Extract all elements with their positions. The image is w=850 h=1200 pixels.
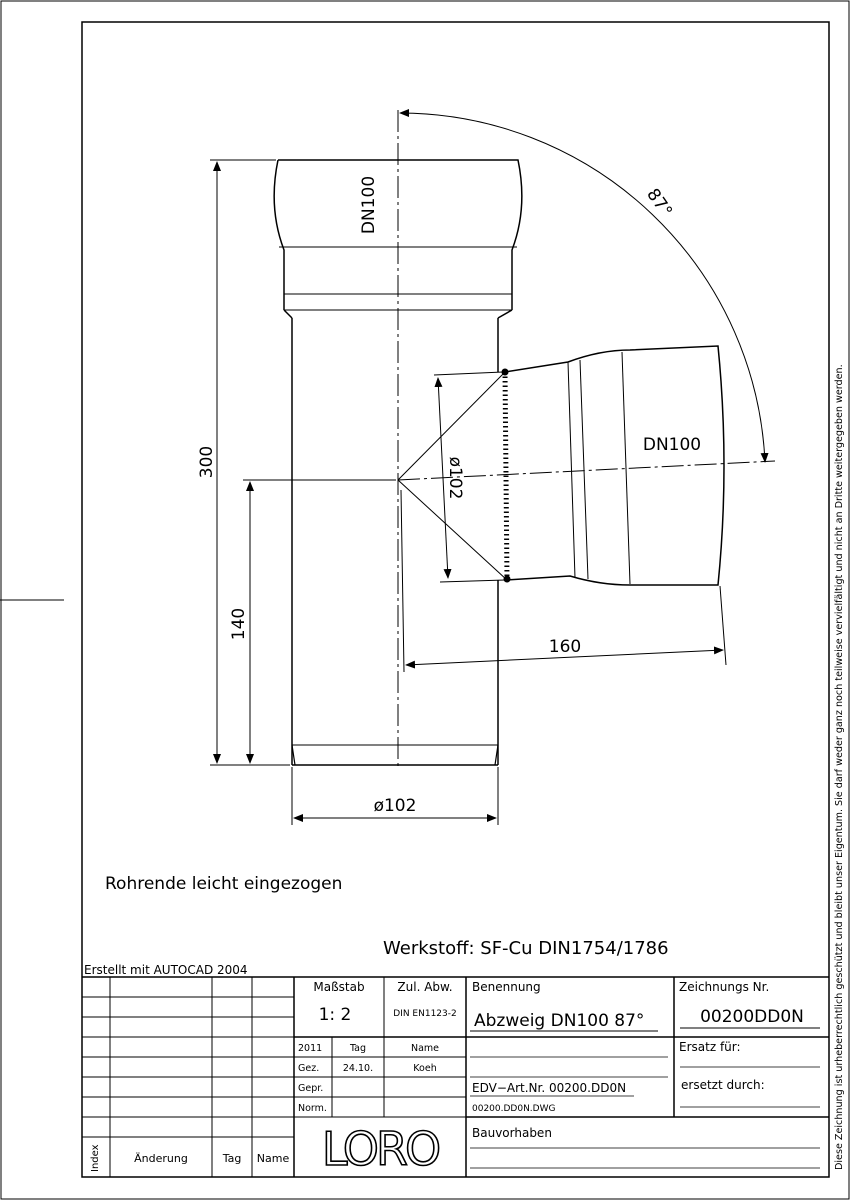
zeichnungs-label: Zeichnungs Nr. — [679, 980, 770, 994]
dim-160-label: 160 — [548, 637, 582, 657]
rev-tag-label: Tag — [222, 1152, 242, 1165]
dim-branch-dia-label: ø102 — [445, 456, 465, 500]
norm-label: Norm. — [298, 1103, 327, 1114]
material-text: Werkstoff: SF-Cu DIN1754/1786 — [383, 938, 669, 959]
zeichnungs-value: 00200DD0N — [700, 1007, 804, 1027]
top-dn-label: DN100 — [359, 175, 379, 235]
title-block — [82, 977, 829, 1177]
dimensions — [197, 113, 765, 825]
drawing-frame — [82, 22, 829, 1177]
dim-140-label: 140 — [229, 607, 249, 641]
angle-arc-87 — [400, 113, 765, 462]
tag-header: Tag — [349, 1043, 367, 1054]
gez-name: Koeh — [413, 1063, 437, 1074]
gepr-label: Gepr. — [298, 1083, 324, 1094]
gez-date: 24.10. — [342, 1063, 374, 1074]
branch-dn-label: DN100 — [642, 435, 702, 455]
angle-87-label: 87° — [642, 185, 676, 222]
benennung-label: Benennung — [472, 980, 541, 994]
gez-label: Gez. — [298, 1063, 320, 1074]
dwg-value: 00200.DD0N.DWG — [472, 1104, 556, 1114]
year-cell: 2011 — [298, 1043, 323, 1054]
ersatz-label: Ersatz für: — [679, 1040, 741, 1054]
abw-label: Zul. Abw. — [397, 980, 453, 994]
rev-index-label: Index — [90, 1144, 101, 1172]
loro-logo — [322, 1122, 439, 1176]
rev-aenderung-label: Änderung — [134, 1152, 188, 1165]
branch-pipe-outline — [505, 346, 724, 585]
bauvorhaben-label: Bauvorhaben — [472, 1126, 552, 1140]
weld-seam — [505, 372, 507, 580]
copyright-side-text: Diese Zeichnung ist urheberrechtlich geschützt und bleibt unser Eigentum. Sie darf weder ganz noch teilweise vervielfältigt und nicht an Dritte weitergegeben werden. — [834, 364, 845, 1170]
logo-text: LORO — [321, 1122, 439, 1176]
benennung-value: Abzweig DN100 87° — [474, 1011, 645, 1031]
edv-value: EDV−Art.Nr. 00200.DD0N — [472, 1081, 627, 1095]
dim-pipe-dia-label: ø102 — [373, 796, 417, 816]
name-header: Name — [410, 1043, 440, 1054]
massstab-value: 1: 2 — [318, 1005, 352, 1025]
created-with-text: Erstellt mit AUTOCAD 2004 — [84, 963, 248, 977]
rev-name-label: Name — [256, 1152, 290, 1165]
dim-300-label: 300 — [197, 445, 217, 479]
note-text: Rohrende leicht eingezogen — [105, 874, 343, 894]
massstab-label: Maßstab — [313, 980, 365, 994]
abw-value: DIN EN1123-2 — [393, 1009, 457, 1019]
ersetzt-label: ersetzt durch: — [681, 1078, 765, 1092]
